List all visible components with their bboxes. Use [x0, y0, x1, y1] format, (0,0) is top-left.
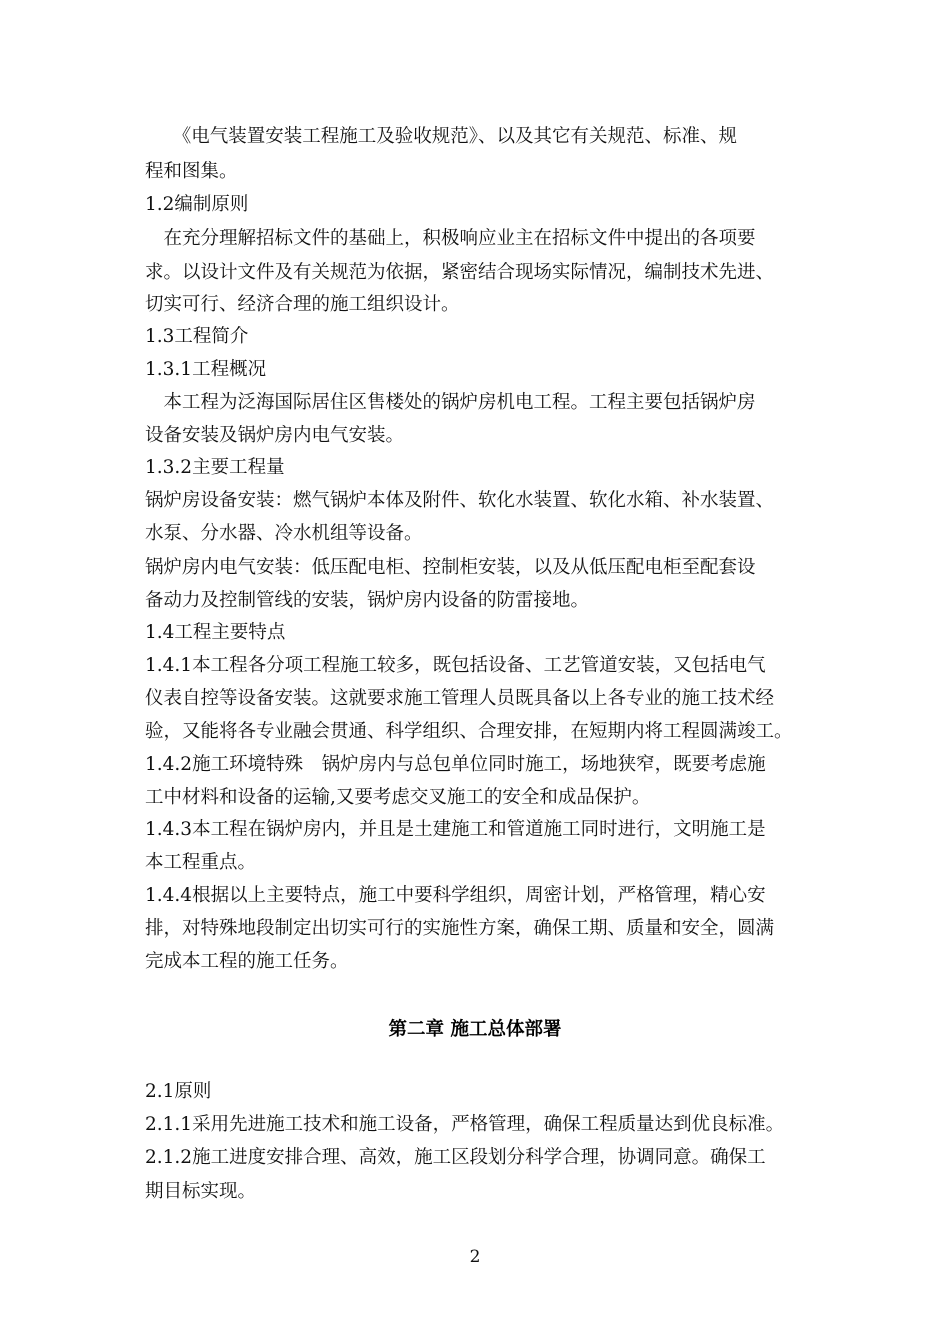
- body-line: 锅炉房设备安装：燃气锅炉本体及附件、软化水装置、软化水箱、补水装置、: [145, 490, 775, 511]
- body-line: 本工程重点。: [145, 852, 257, 873]
- body-line: 1.4.3本工程在锅炉房内，并且是土建施工和管道施工同时进行，文明施工是: [145, 819, 766, 840]
- section-heading-2-1: 2.1原则: [145, 1081, 212, 1102]
- body-line: 验，又能将各专业融会贯通、科学组织、合理安排，在短期内将工程圆满竣工。: [145, 721, 793, 742]
- body-line: 程和图集。: [145, 161, 238, 182]
- section-heading-1-3: 1.3工程简介: [145, 326, 249, 347]
- body-line: 排，对特殊地段制定出切实可行的实施性方案，确保工期、质量和安全，圆满: [145, 918, 775, 939]
- body-line: 工中材料和设备的运输,又要考虑交叉施工的安全和成品保护。: [145, 787, 651, 808]
- body-line: 在充分理解招标文件的基础上，积极响应业主在招标文件中提出的各项要: [145, 228, 756, 249]
- section-heading-1-3-2: 1.3.2主要工程量: [145, 457, 285, 478]
- body-line: 《电气装置安装工程施工及验收规范》、以及其它有关规范、标准、规: [145, 126, 738, 147]
- section-heading-1-3-1: 1.3.1工程概况: [145, 359, 267, 380]
- body-line: 锅炉房内电气安装：低压配电柜、控制柜安装，以及从低压配电柜至配套设: [145, 557, 756, 578]
- section-heading-1-2: 1.2编制原则: [145, 194, 249, 215]
- body-line: 完成本工程的施工任务。: [145, 951, 349, 972]
- body-line: 1.4.1本工程各分项工程施工较多，既包括设备、工艺管道安装，又包括电气: [145, 655, 766, 676]
- body-line: 仪表自控等设备安装。这就要求施工管理人员既具备以上各专业的施工技术经: [145, 688, 775, 709]
- body-line: 1.4.2施工环境特殊 锅炉房内与总包单位同时施工，场地狭窄，既要考虑施: [145, 754, 766, 775]
- page-number: 2: [469, 1247, 481, 1267]
- body-line: 切实可行、经济合理的施工组织设计。: [145, 294, 460, 315]
- body-line: 水泵、分水器、冷水机组等设备。: [145, 523, 423, 544]
- body-line: 2.1.2施工进度安排合理、高效，施工区段划分科学合理，协调同意。确保工: [145, 1147, 766, 1168]
- body-line: 设备安装及锅炉房内电气安装。: [145, 425, 405, 446]
- body-line: 期目标实现。: [145, 1181, 257, 1202]
- body-line: 求。以设计文件及有关规范为依据，紧密结合现场实际情况，编制技术先进、: [145, 262, 775, 283]
- body-line: 2.1.1采用先进施工技术和施工设备，严格管理，确保工程质量达到优良标准。: [145, 1114, 785, 1135]
- body-line: 本工程为泛海国际居住区售楼处的锅炉房机电工程。工程主要包括锅炉房: [145, 392, 756, 413]
- section-heading-1-4: 1.4工程主要特点: [145, 622, 286, 643]
- chapter-heading: 第二章 施工总体部署: [388, 1019, 562, 1040]
- body-line: 备动力及控制管线的安装，锅炉房内设备的防雷接地。: [145, 590, 590, 611]
- body-line: 1.4.4根据以上主要特点，施工中要科学组织，周密计划，严格管理，精心安: [145, 885, 766, 906]
